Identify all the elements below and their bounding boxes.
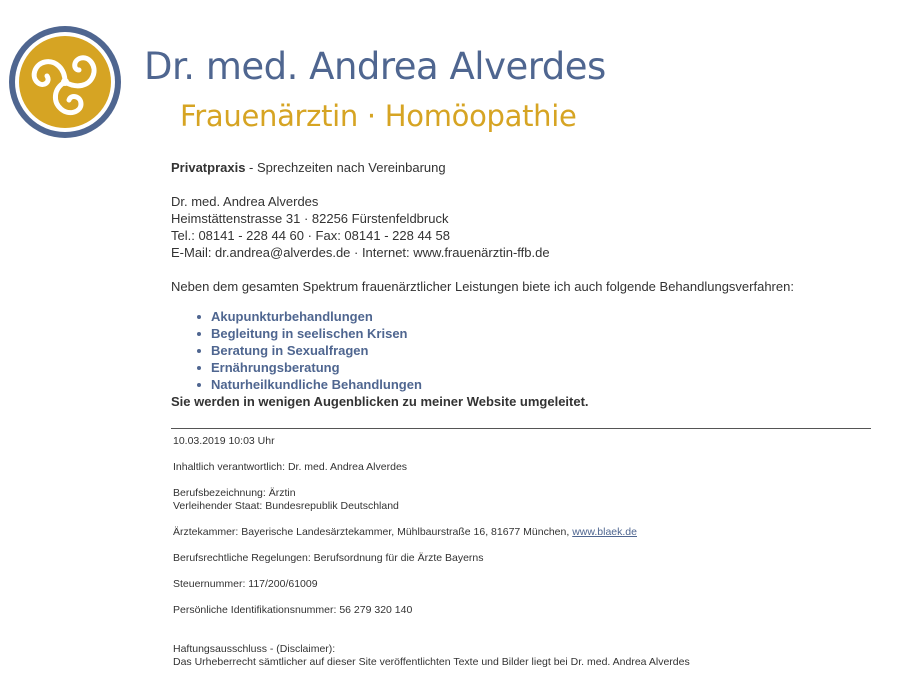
disclaimer-block [173, 643, 871, 669]
legal-state: Verleihender Staat: Bundesrepublik Deutschland [173, 500, 399, 512]
chamber-link[interactable]: www.blaek.de [572, 526, 637, 538]
main-content [171, 159, 871, 669]
legal-profession: Berufsbezeichnung: Ärztin [173, 487, 296, 499]
list-item: Ernährungsberatung [211, 359, 871, 376]
divider [171, 428, 871, 429]
list-item: Beratung in Sexualfragen [211, 342, 871, 359]
triskelion-spiral-icon [7, 24, 123, 140]
address-street: Heimstättenstrasse 31 · 82256 Fürstenfeldbruck [171, 211, 449, 226]
practice-label: Privatpraxis [171, 160, 246, 175]
legal-chamber-text: Ärztekammer: Bayerische Landesärztekammer, Mühlbaurstraße 16, 81677 München, [173, 526, 573, 538]
list-item: Akupunkturbehandlungen [211, 308, 871, 325]
list-item: Naturheilkundliche Behandlungen [211, 376, 871, 393]
intro-text: Neben dem gesamten Spektrum frauenärztlicher Leistungen biete ich auch folgende Behandlungsverfahren: [171, 279, 794, 294]
legal-personal-id: Persönliche Identifikationsnummer: 56 279 320 140 [173, 604, 413, 616]
redirect-notice: Sie werden in wenigen Augenblicken zu meiner Website umgeleitet. [171, 394, 589, 409]
address-block [171, 193, 871, 261]
legal-notice [173, 435, 871, 669]
legal-profession-block [173, 487, 871, 513]
services-list [171, 308, 871, 393]
legal-datetime: 10.03.2019 10:03 Uhr [173, 435, 275, 447]
address-name: Dr. med. Andrea Alverdes [171, 194, 319, 209]
address-phone: Tel.: 08141 - 228 44 60 · Fax: 08141 - 228 44 58 [171, 228, 450, 243]
brand-subtitle: Frauenärztin · Homöopathie [180, 99, 577, 133]
practice-line [171, 159, 871, 176]
disclaimer-text: Das Urheberrecht sämtlicher auf dieser Site veröffentlichten Texte und Bilder liegt bei Dr. med. Andrea Alverdes [173, 656, 690, 668]
practice-hours: - Sprechzeiten nach Vereinbarung [245, 160, 446, 175]
list-item: Begleitung in seelischen Krisen [211, 325, 871, 342]
address-contact: E-Mail: dr.andrea@alverdes.de · Internet: www.frauenärztin-ffb.de [171, 245, 550, 260]
legal-responsible: Inhaltlich verantwortlich: Dr. med. Andrea Alverdes [173, 461, 408, 473]
disclaimer-title: Haftungsausschluss - (Disclaimer): [173, 643, 336, 655]
legal-chamber [173, 526, 871, 539]
legal-regulations: Berufsrechtliche Regelungen: Berufsordnung für die Ärzte Bayerns [173, 552, 484, 564]
brand-name: Dr. med. Andrea Alverdes [144, 45, 606, 88]
legal-tax-number: Steuernummer: 117/200/61009 [173, 578, 318, 590]
